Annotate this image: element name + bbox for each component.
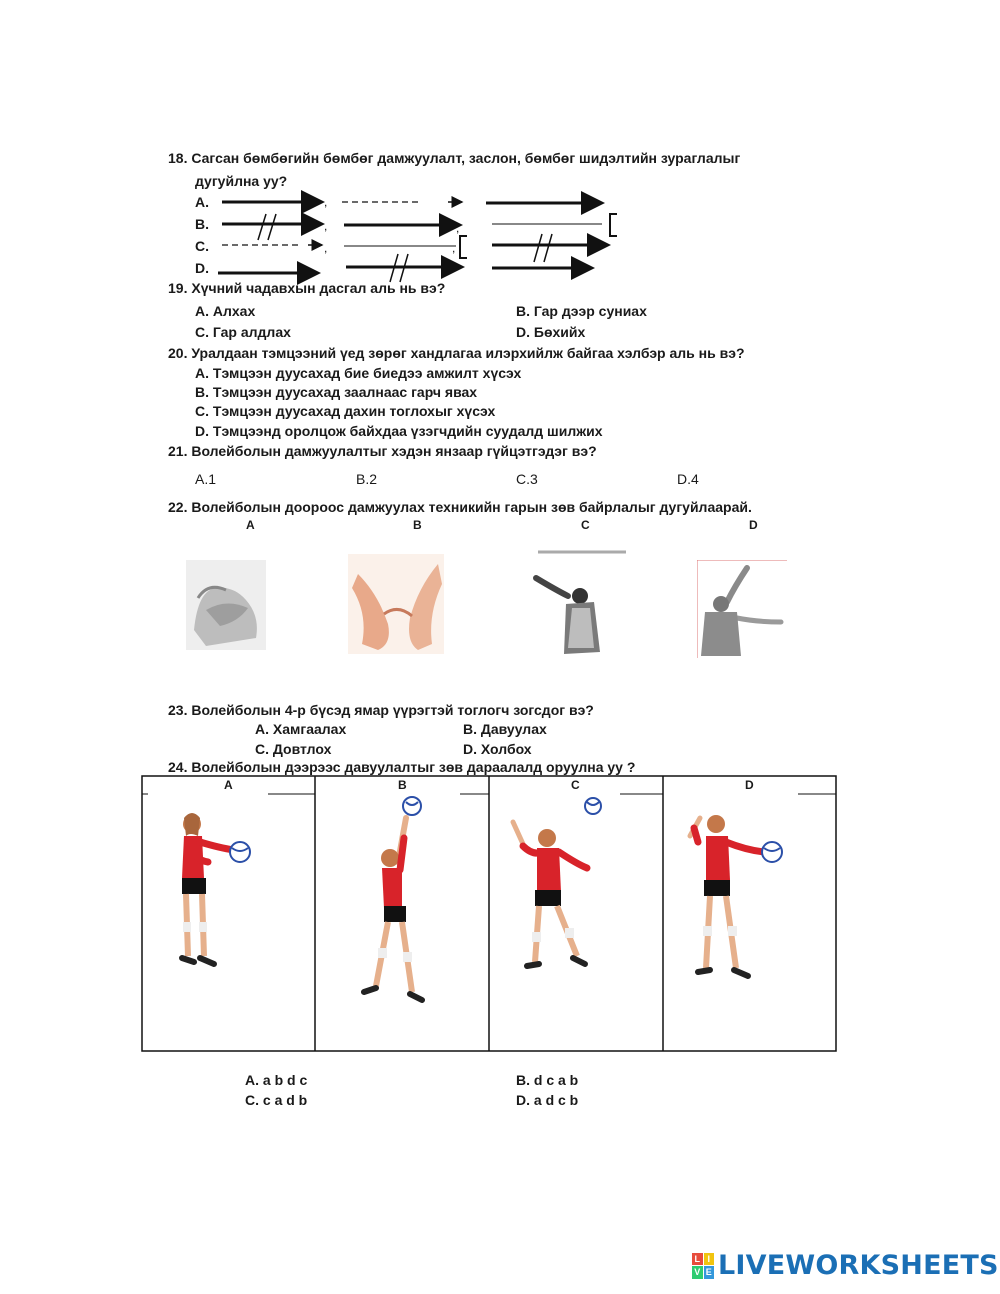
q18-diagram <box>0 0 1000 300</box>
q23-option-c[interactable]: C. Довтлох <box>255 741 332 757</box>
q24-label-c: C <box>571 778 580 792</box>
q22-label-b: B <box>413 518 422 532</box>
q23-option-b[interactable]: B. Давуулах <box>463 721 547 737</box>
q18-option-d[interactable]: D. <box>195 260 209 276</box>
liveworksheets-badge-icon <box>692 1253 714 1279</box>
q21-option-a[interactable]: A.1 <box>195 471 217 487</box>
liveworksheets-logo[interactable] <box>692 1250 999 1281</box>
q19-option-d[interactable]: D. Бөхийх <box>516 324 586 340</box>
q24-figure-d[interactable] <box>676 808 786 988</box>
q20-option-b[interactable]: B. Тэмцээн дуусахад заалнаас гарч явах <box>195 384 478 400</box>
q20-option-c[interactable]: C. Тэмцээн дуусахад дахин тоглохыг хүсэх <box>195 403 496 419</box>
q24-answer-a[interactable]: A. a b d c <box>245 1072 308 1088</box>
badge-letter-i: I <box>704 1253 715 1266</box>
svg-text:,: , <box>456 221 460 235</box>
q23-option-a[interactable]: A. Хамгаалах <box>255 721 347 737</box>
badge-letter-e: E <box>704 1266 715 1279</box>
q21-option-d[interactable]: D.4 <box>677 471 699 487</box>
svg-text:,: , <box>324 241 328 255</box>
q20-option-a[interactable]: A. Тэмцээн дуусахад бие биедээ амжилт хүсэх <box>195 365 522 381</box>
q19-option-c[interactable]: C. Гар алдлах <box>195 324 291 340</box>
badge-letter-v: V <box>692 1266 703 1279</box>
q20-question: 20. Уралдаан тэмцээний үед зөрөг хандлагаа илэрхийлж байгаа хэлбэр аль нь вэ? <box>168 345 745 361</box>
q24-label-d: D <box>745 778 754 792</box>
q22-photo-c[interactable] <box>508 548 628 656</box>
q22-photo-a[interactable] <box>186 560 266 650</box>
q24-figure-b[interactable] <box>350 796 450 1006</box>
q22-photo-b[interactable] <box>348 554 444 654</box>
q23-question: 23. Волейболын 4-р бүсэд ямар үүрэгтэй тоглогч зогсдог вэ? <box>168 702 594 718</box>
q19-option-a[interactable]: A. Алхах <box>195 303 256 319</box>
q22-label-c: C <box>581 518 590 532</box>
q23-option-d[interactable]: D. Холбох <box>463 741 532 757</box>
q24-label-a: A <box>224 778 233 792</box>
q18-option-c[interactable]: C. <box>195 238 209 254</box>
q22-label-d: D <box>749 518 758 532</box>
svg-text:,: , <box>452 241 456 255</box>
q18-option-b[interactable]: B. <box>195 216 209 232</box>
q18-option-a[interactable]: A. <box>195 194 209 210</box>
q22-label-a: A <box>246 518 255 532</box>
q24-figure-c[interactable] <box>505 792 615 982</box>
q24-label-b: B <box>398 778 407 792</box>
q18-question: 18. Сагсан бөмбөгийн бөмбөг дамжуулалт, заслон, бөмбөг шидэлтийн зураглалыг <box>168 150 741 166</box>
q24-answer-d[interactable]: D. a d c b <box>516 1092 579 1108</box>
q24-figure-a[interactable] <box>168 806 268 986</box>
q22-question: 22. Волейболын доороос дамжуулах техникийн гарын зөв байрлалыг дугуйлаарай. <box>168 499 752 515</box>
q18-question-cont: дугуйлна уу? <box>195 173 288 189</box>
q24-answer-b[interactable]: B. d c a b <box>516 1072 579 1088</box>
q21-question: 21. Волейболын дамжуулалтыг хэдэн янзаар гүйцэтгэдэг вэ? <box>168 443 597 459</box>
q24-answer-c[interactable]: C. c a d b <box>245 1092 308 1108</box>
q20-option-d[interactable]: D. Тэмцээнд оролцож байхдаа үзэгчдийн суудалд шилжих <box>195 423 603 439</box>
svg-text:,: , <box>324 219 328 233</box>
q22-photo-d[interactable] <box>697 560 787 658</box>
q21-option-b[interactable]: B.2 <box>356 471 378 487</box>
svg-text:,: , <box>324 195 328 209</box>
q19-question: 19. Хүчний чадавхын дасгал аль нь вэ? <box>168 280 446 296</box>
badge-letter-l: L <box>692 1253 703 1266</box>
q19-option-b[interactable]: B. Гар дээр суниах <box>516 303 647 319</box>
q21-option-c[interactable]: C.3 <box>516 471 538 487</box>
liveworksheets-wordmark: LIVEWORKSHEETS <box>718 1250 999 1281</box>
q24-question: 24. Волейболын дээрээс давуулалтыг зөв дараалалд оруулна уу ? <box>168 759 636 775</box>
